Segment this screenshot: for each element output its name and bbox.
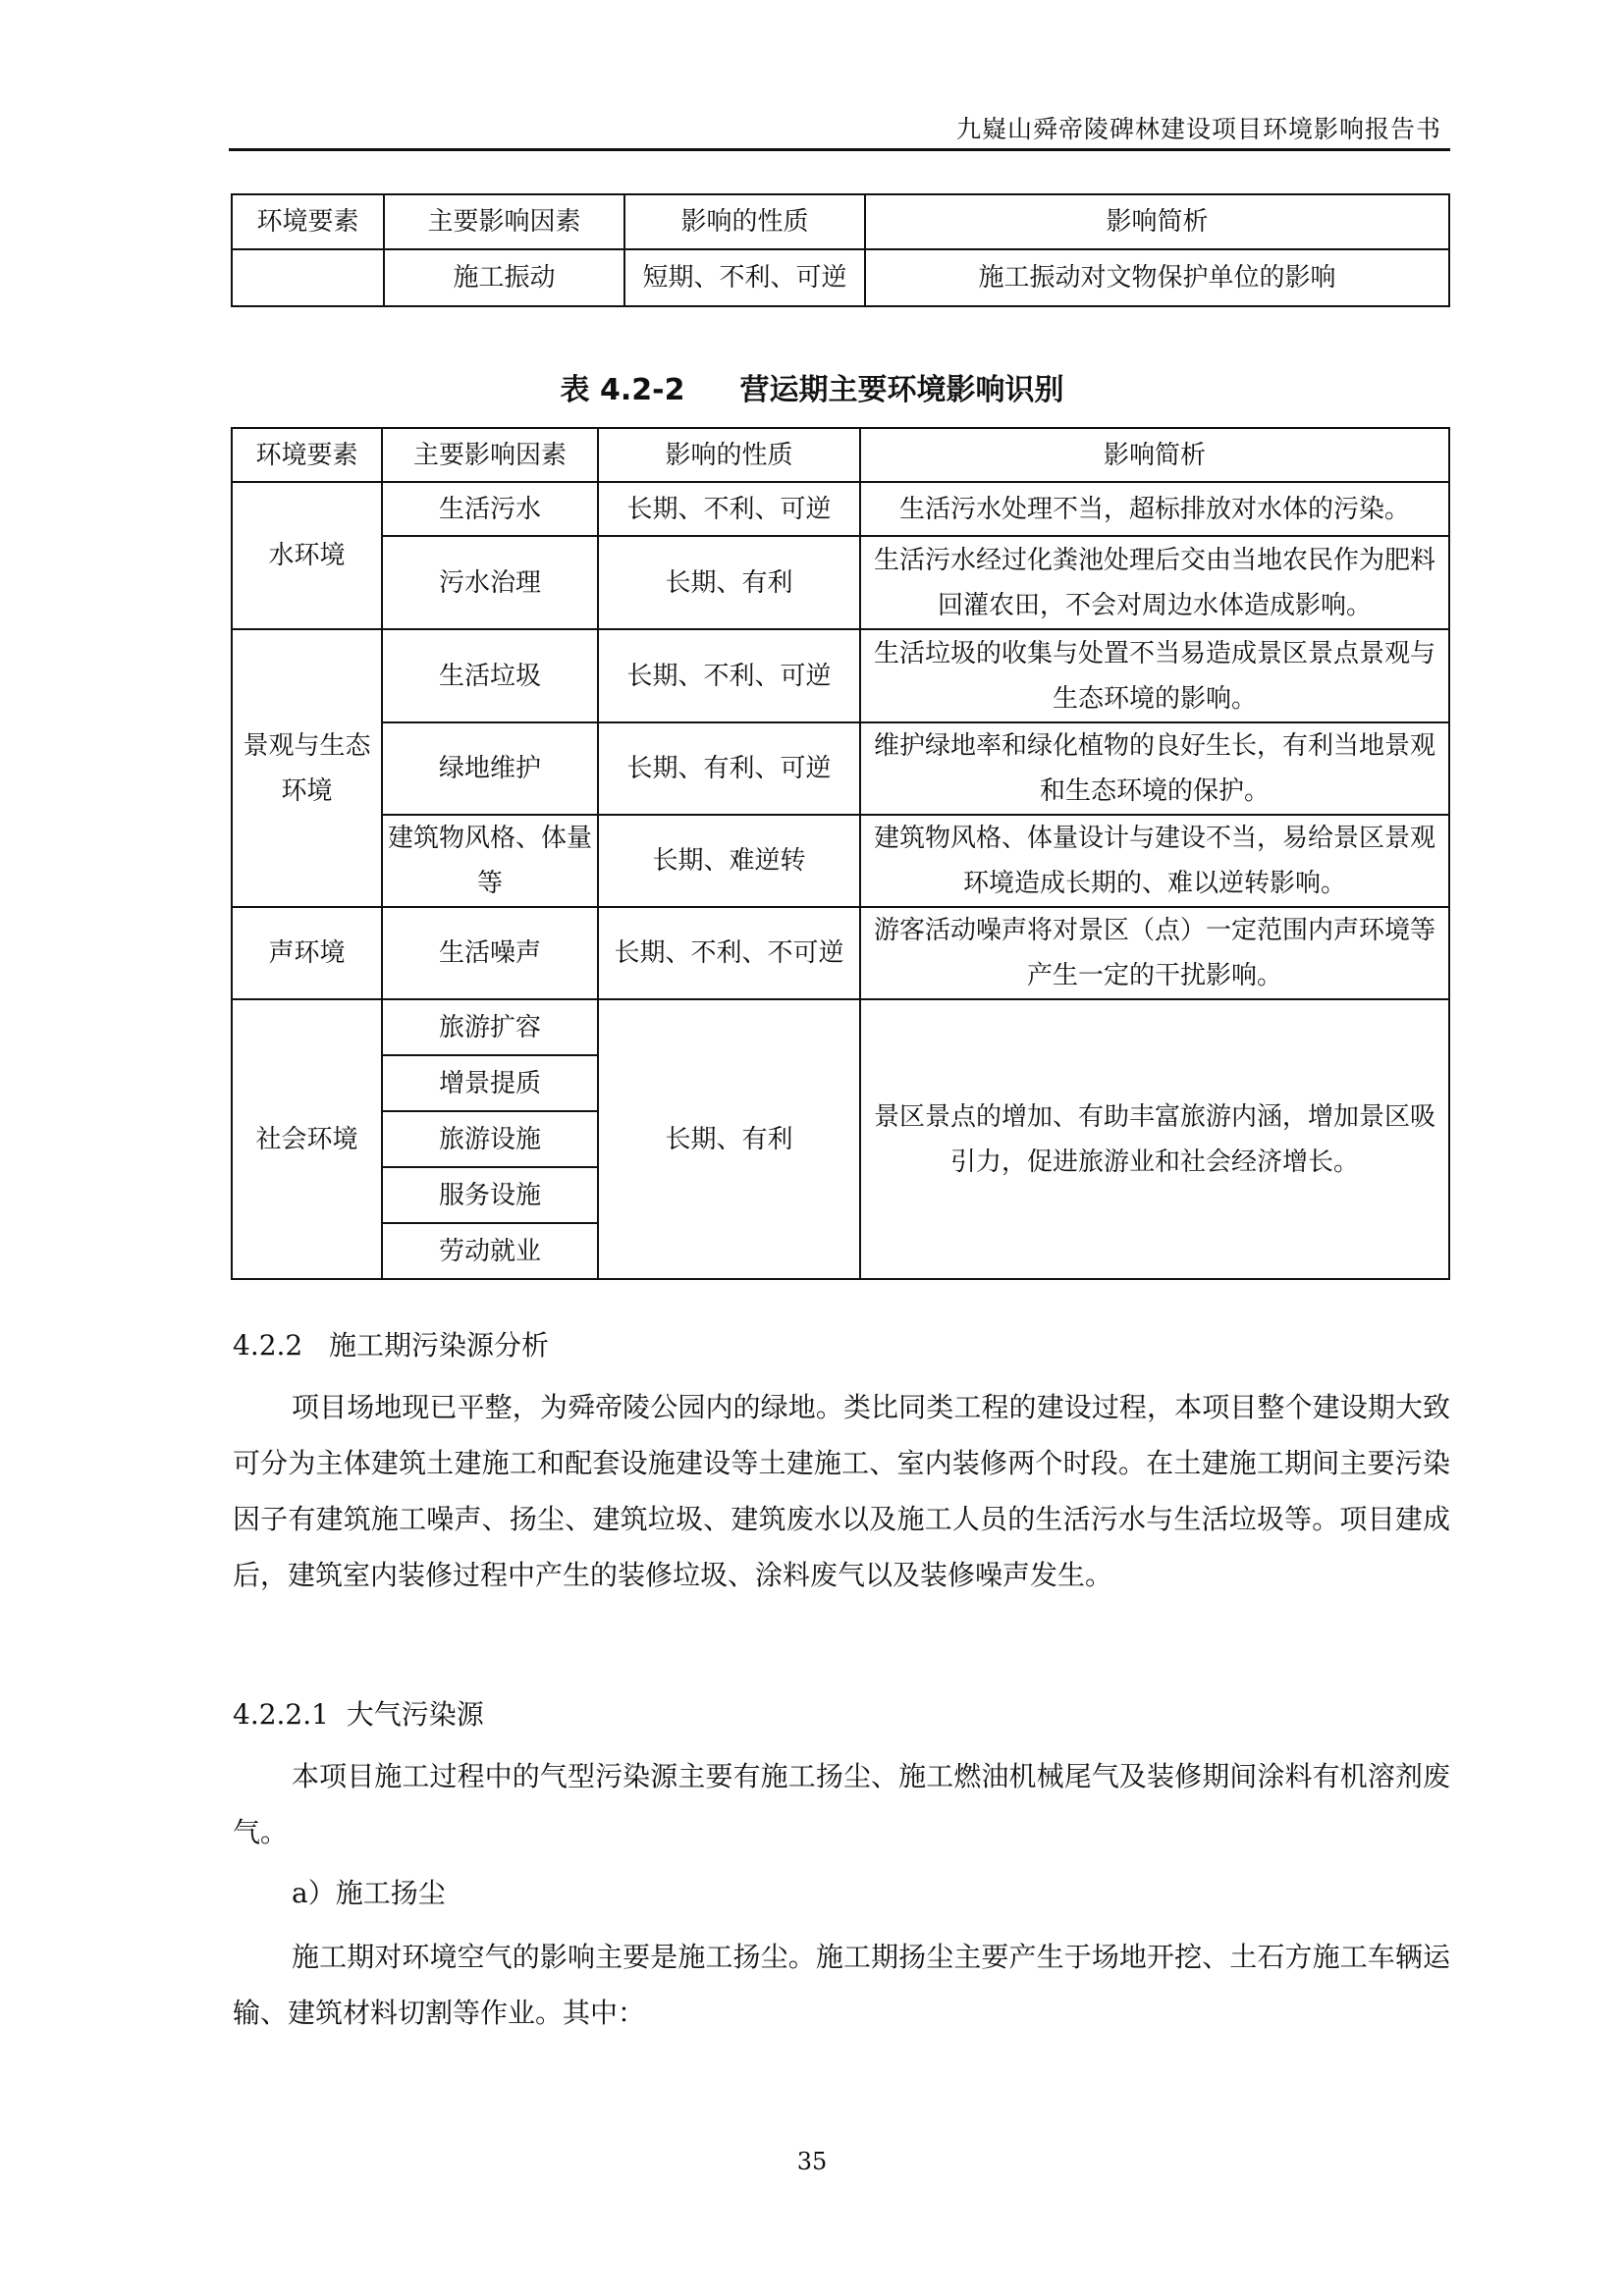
section-title: 大气污染源 — [346, 1698, 484, 1731]
page-number: 35 — [796, 2148, 828, 2175]
cell-nature: 长期、不利、可逆 — [598, 482, 860, 536]
section-number: 4.2.2 — [233, 1329, 303, 1362]
table-caption-title: 营运期主要环境影响识别 — [739, 373, 1064, 407]
cell-analysis: 游客活动噪声将对景区（点）一定范围内声环境等产生一定的干扰影响。 — [860, 907, 1449, 999]
cell-analysis: 生活垃圾的收集与处置不当易造成景区景点景观与生态环境的影响。 — [860, 629, 1449, 722]
cell-factor: 劳动就业 — [382, 1223, 598, 1279]
cell-factor: 建筑物风格、体量等 — [382, 815, 598, 907]
cell-factor: 增景提质 — [382, 1055, 598, 1111]
column-header: 影响的性质 — [624, 194, 865, 249]
cell-factor: 服务设施 — [382, 1167, 598, 1223]
table-row — [232, 907, 1449, 999]
cell-factor: 生活污水 — [382, 482, 598, 536]
cell-element — [232, 249, 384, 306]
column-header: 影响简析 — [865, 194, 1449, 249]
running-header-title: 九嶷山舜帝陵碑林建设项目环境影响报告书 — [955, 115, 1441, 143]
cell-analysis: 景区景点的增加、有助丰富旅游内涵，增加景区吸引力，促进旅游业和社会经济增长。 — [860, 999, 1449, 1279]
cell-nature: 长期、不利、不可逆 — [598, 907, 860, 999]
table-caption-number: 表 4.2-2 — [560, 373, 685, 407]
column-header: 环境要素 — [232, 428, 382, 482]
cell-nature: 长期、难逆转 — [598, 815, 860, 907]
cell-element: 水环境 — [232, 482, 382, 629]
table-caption — [0, 365, 1624, 408]
cell-analysis: 施工振动对文物保护单位的影响 — [865, 249, 1449, 306]
table-row — [232, 536, 1449, 629]
paragraph: 本项目施工过程中的气型污染源主要有施工扬尘、施工燃油机械尾气及装修期间涂料有机溶剂废气。 — [233, 1760, 1450, 1848]
paragraph: 施工期对环境空气的影响主要是施工扬尘。施工期扬尘主要产生于场地开挖、土石方施工车辆运输、建筑材料切割等作业。其中： — [233, 1941, 1450, 2029]
cell-element: 声环境 — [232, 907, 382, 999]
cell-element: 社会环境 — [232, 999, 382, 1279]
cell-nature: 长期、有利、可逆 — [598, 722, 860, 815]
table-header-row — [232, 194, 1449, 249]
cell-factor: 生活垃圾 — [382, 629, 598, 722]
table-row — [232, 722, 1449, 815]
cell-nature: 长期、有利 — [598, 999, 860, 1279]
cell-element: 景观与生态环境 — [232, 629, 382, 907]
cell-factor: 施工振动 — [384, 249, 624, 306]
section-number: 4.2.2.1 — [233, 1698, 329, 1731]
table-header-row — [232, 428, 1449, 482]
table-row — [232, 999, 1449, 1055]
column-header: 影响的性质 — [598, 428, 860, 482]
section-title: 施工期污染源分析 — [328, 1329, 549, 1362]
table-row — [232, 482, 1449, 536]
cell-factor: 污水治理 — [382, 536, 598, 629]
table-operation-impact — [231, 427, 1450, 1280]
table-row — [232, 815, 1449, 907]
column-header: 主要影响因素 — [384, 194, 624, 249]
cell-factor: 旅游扩容 — [382, 999, 598, 1055]
sub-heading: a）施工扬尘 — [292, 1877, 446, 1909]
cell-factor: 旅游设施 — [382, 1111, 598, 1167]
cell-factor: 绿地维护 — [382, 722, 598, 815]
cell-analysis: 生活污水经过化粪池处理后交由当地农民作为肥料回灌农田，不会对周边水体造成影响。 — [860, 536, 1449, 629]
cell-analysis: 建筑物风格、体量设计与建设不当，易给景区景观环境造成长期的、难以逆转影响。 — [860, 815, 1449, 907]
cell-nature: 长期、不利、可逆 — [598, 629, 860, 722]
cell-nature: 短期、不利、可逆 — [624, 249, 865, 306]
cell-nature: 长期、有利 — [598, 536, 860, 629]
table-row — [232, 629, 1449, 722]
section-heading-4-2-2 — [233, 1317, 1450, 1373]
section-heading-4-2-2-1 — [233, 1686, 1450, 1742]
table-row — [232, 249, 1449, 306]
column-header: 影响简析 — [860, 428, 1449, 482]
table-construction-impact-continued — [231, 193, 1450, 307]
cell-analysis: 维护绿地率和绿化植物的良好生长，有利当地景观和生态环境的保护。 — [860, 722, 1449, 815]
cell-factor: 生活噪声 — [382, 907, 598, 999]
cell-analysis: 生活污水处理不当，超标排放对水体的污染。 — [860, 482, 1449, 536]
column-header: 环境要素 — [232, 194, 384, 249]
paragraph: 项目场地现已平整，为舜帝陵公园内的绿地。类比同类工程的建设过程，本项目整个建设期大致可分为主体建筑土建施工和配套设施建设等土建施工、室内装修两个时段。在土建施工期间主要污染因子有建筑施工噪声、扬尘、建筑垃圾、建筑废水以及施工人员的生活污水与生活垃圾等。项目建成后，建筑室内装修过程中产生的装修垃圾、涂料废气以及装修噪声发生。 — [233, 1391, 1450, 1591]
header-rule — [229, 148, 1450, 151]
column-header: 主要影响因素 — [382, 428, 598, 482]
